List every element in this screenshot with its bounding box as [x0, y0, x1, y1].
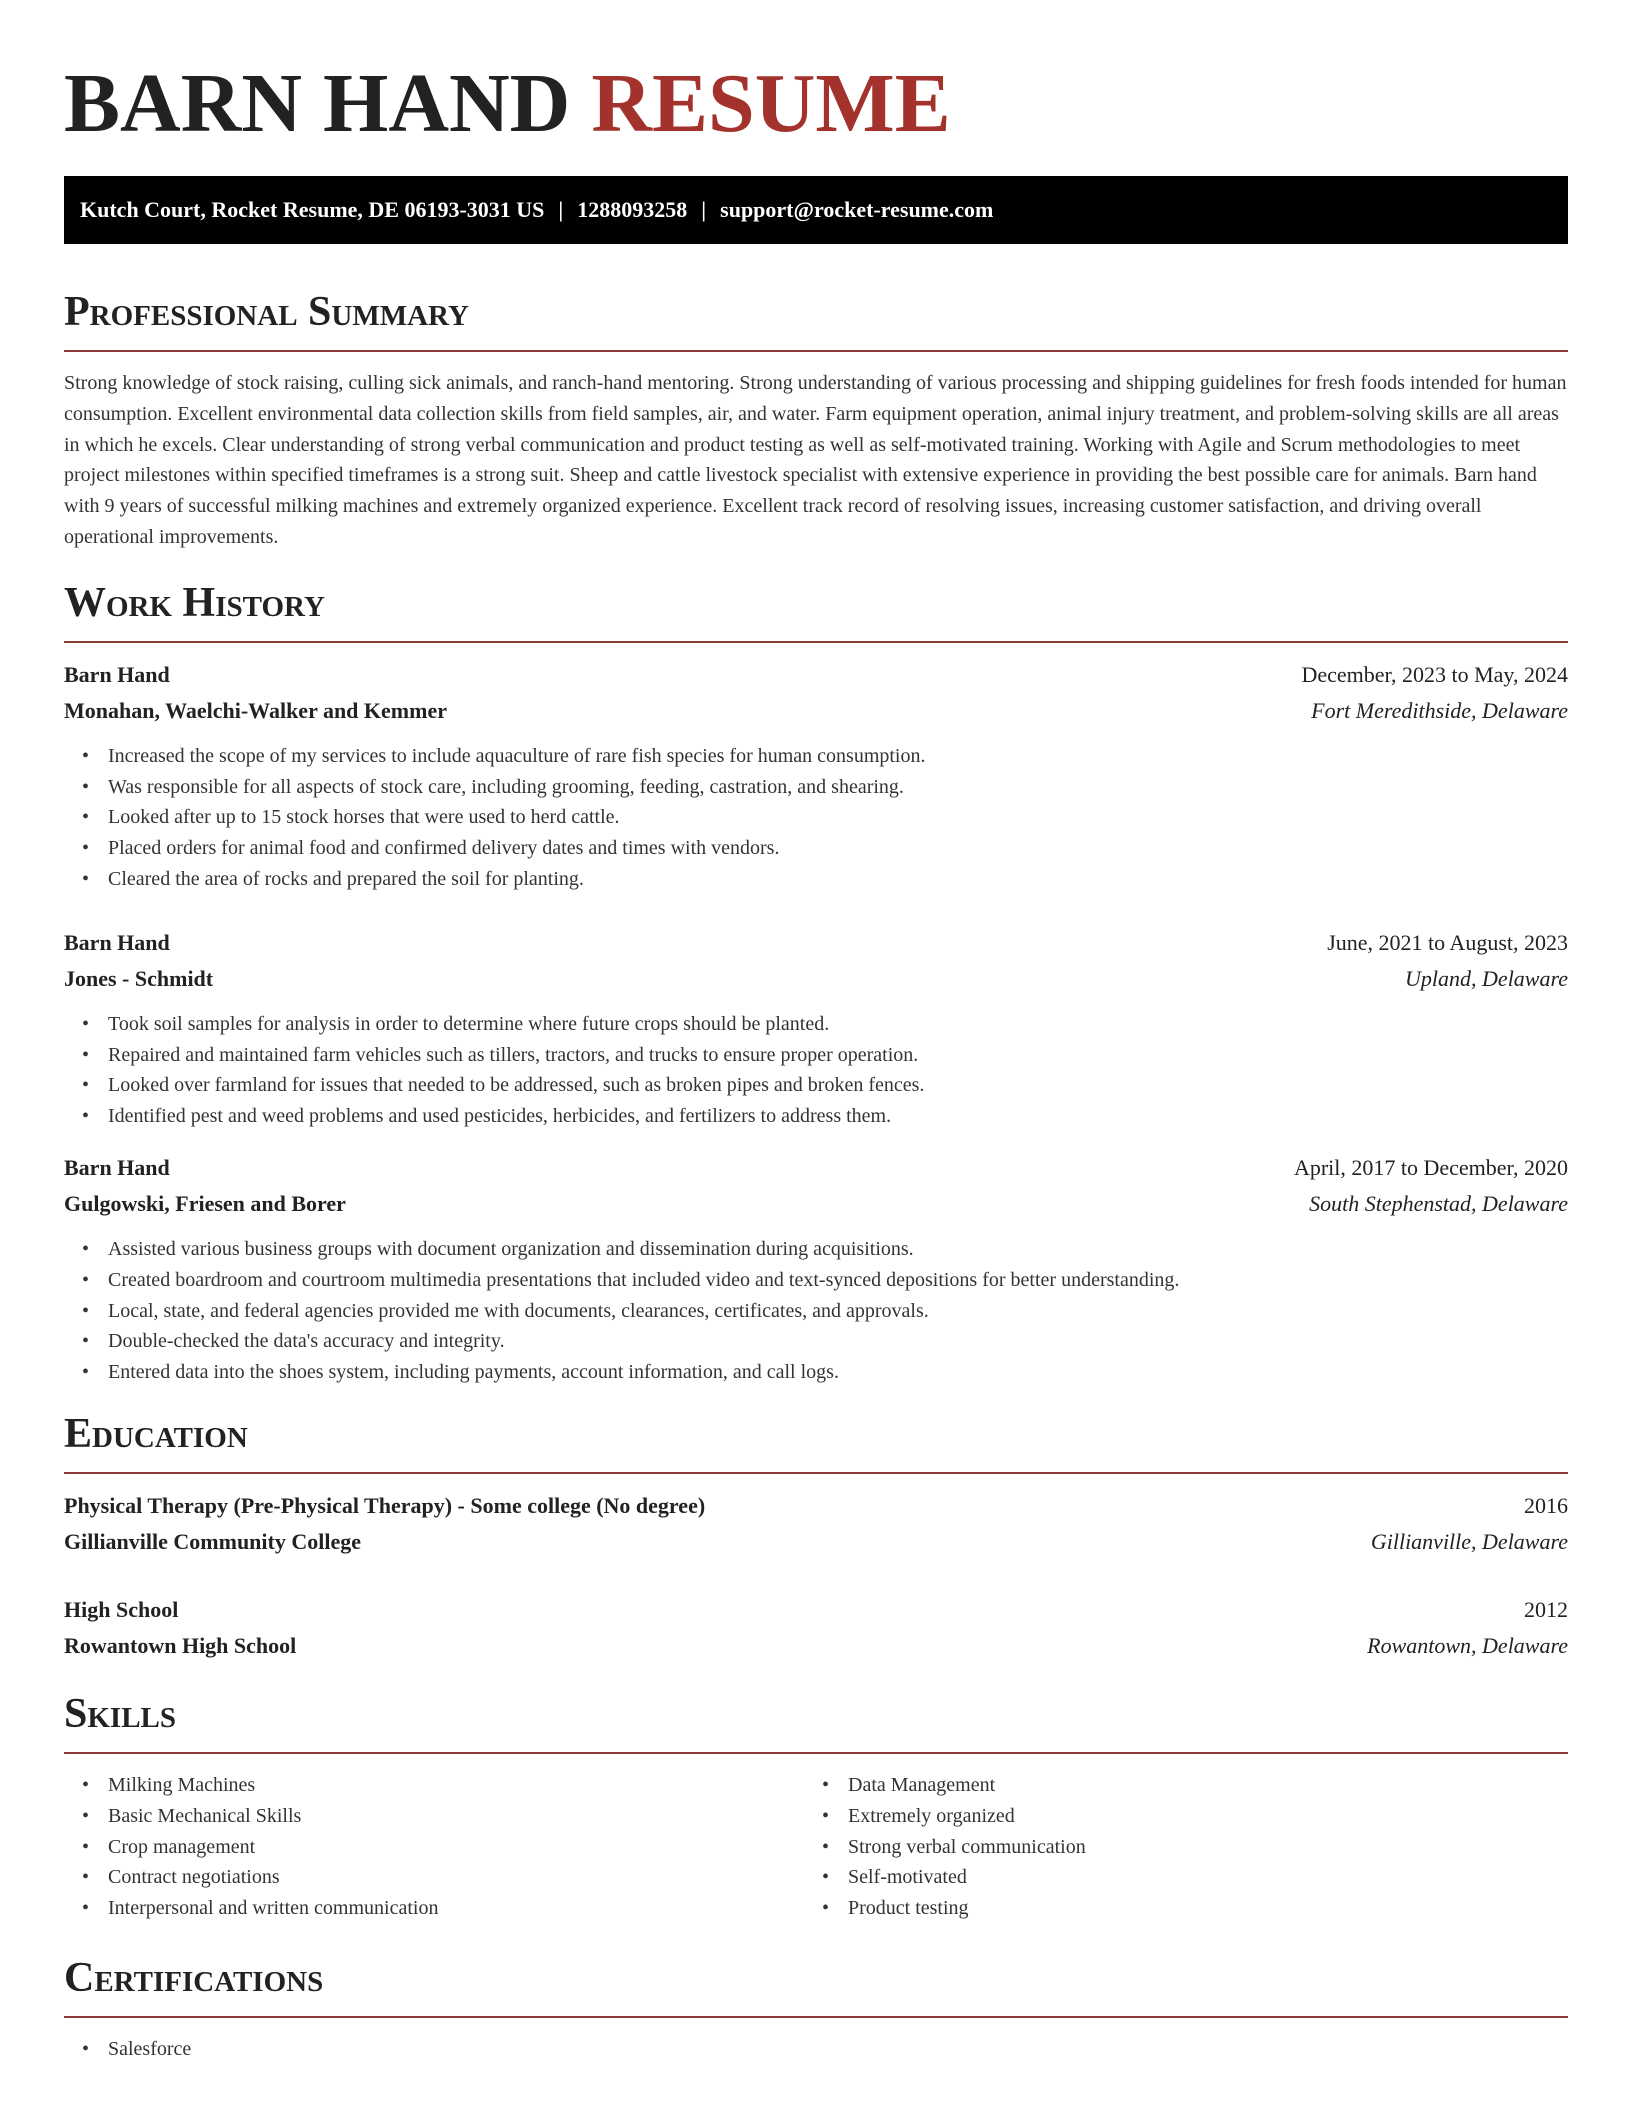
education-year: 2012: [1524, 1596, 1568, 1622]
skill-item: • Crop management: [64, 1832, 804, 1863]
education-location: Rowantown, Delaware: [1367, 1632, 1568, 1658]
summary-text: Strong knowledge of stock raising, culling sick animals, and ranch-hand mentoring. Strong understanding of various processing and shipping guidelines for fresh foods intended for human consumption. Excellent environmental data collection skills from field samples, air, and water. Farm equipment operation, animal injury treatment, and problem-solving skills are all areas in which he excels. Clear understanding of strong verbal communication and product testing as well as self-motivated training. Working with Agile and Scrum methodologies to meet project milestones within specified timeframes is a strong suit. Sheep and cattle livestock specialist with extensive experience in providing the best possible care for animals. Barn hand with 9 years of successful milking machines and extremely organized experience. Excellent track record of resolving issues, increasing customer satisfaction, and driving overall operational improvements.: [64, 372, 1567, 548]
contact-separator: |: [558, 197, 564, 222]
skill-item: • Basic Mechanical Skills: [64, 1801, 804, 1832]
job-title: Barn Hand: [64, 1154, 170, 1180]
job-company-row: [64, 1186, 1568, 1222]
skill-item: • Milking Machines: [64, 1770, 804, 1801]
job-title: Barn Hand: [64, 661, 170, 687]
education-year: 2016: [1524, 1492, 1568, 1518]
contact-separator: |: [701, 197, 707, 222]
title-role: BARN HAND: [64, 57, 571, 150]
section-divider: [64, 1752, 1568, 1754]
resume-title: [64, 56, 1568, 152]
contact-bar: [64, 176, 1568, 244]
job-duties-list: [64, 1234, 1568, 1388]
certifications-list: [64, 2034, 1568, 2065]
education-school: Rowantown High School: [64, 1632, 297, 1658]
certification-item: • Salesforce: [64, 2034, 1568, 2065]
skill-item: • Interpersonal and written communication: [64, 1893, 804, 1924]
summary-section: [64, 288, 1568, 553]
skills-section: [64, 1690, 1568, 1924]
education-degree: High School: [64, 1596, 179, 1622]
list-item: • Created boardroom and courtroom multimedia presentations that included video and text-synced depositions for better understanding.: [64, 1265, 1568, 1296]
section-heading-certifications: Certifications: [64, 1954, 324, 2001]
skill-item: • Product testing: [804, 1893, 1544, 1924]
job-company: Jones - Schmidt: [64, 965, 214, 991]
job-company: Gulgowski, Friesen and Borer: [64, 1190, 346, 1216]
section-divider: [64, 641, 1568, 643]
list-item: • Identified pest and weed problems and used pesticides, herbicides, and fertilizers to address them.: [64, 1101, 1568, 1132]
list-item: • Local, state, and federal agencies provided me with documents, clearances, certificates, and approvals.: [64, 1296, 1568, 1327]
section-heading-skills: Skills: [64, 1690, 177, 1737]
job-header-row: [64, 1150, 1568, 1186]
title-resume-word: RESUME: [591, 57, 951, 150]
job-company-row: [64, 961, 1568, 997]
education-section: [64, 1410, 1568, 1664]
list-item: • Cleared the area of rocks and prepared the soil for planting.: [64, 864, 1568, 895]
job-title: Barn Hand: [64, 929, 170, 955]
list-item: • Entered data into the shoes system, including payments, account information, and call logs.: [64, 1357, 1568, 1388]
education-location: Gillianville, Delaware: [1370, 1528, 1568, 1554]
job-entry: [64, 1150, 1568, 1388]
education-entry: [64, 1488, 1568, 1560]
job-company: Monahan, Waelchi-Walker and Kemmer: [64, 697, 447, 723]
education-degree-row: [64, 1488, 1568, 1524]
education-degree: Physical Therapy (Pre-Physical Therapy) - Some college (No degree): [64, 1492, 706, 1518]
list-item: • Repaired and maintained farm vehicles such as tillers, tractors, and trucks to ensure proper operation.: [64, 1040, 1568, 1071]
section-divider: [64, 350, 1568, 352]
skill-item: • Extremely organized: [804, 1801, 1544, 1832]
skills-list-left: [64, 1770, 804, 1924]
section-divider: [64, 1472, 1568, 1474]
job-entry: [64, 657, 1568, 895]
education-school: Gillianville Community College: [64, 1528, 361, 1554]
list-item: • Looked after up to 15 stock horses that were used to herd cattle.: [64, 802, 1568, 833]
job-duties-list: [64, 741, 1568, 895]
job-location: South Stephenstad, Delaware: [1309, 1190, 1568, 1216]
contact-address: Kutch Court, Rocket Resume, DE 06193-3031 US: [80, 197, 545, 222]
contact-email[interactable]: support@rocket-resume.com: [720, 197, 994, 222]
certifications-section: [64, 1954, 1568, 2065]
skill-item: • Contract negotiations: [64, 1862, 804, 1893]
education-degree-row: [64, 1592, 1568, 1628]
list-item: • Took soil samples for analysis in order to determine where future crops should be planted.: [64, 1009, 1568, 1040]
job-dates: June, 2021 to August, 2023: [1327, 929, 1568, 955]
section-divider: [64, 2016, 1568, 2018]
education-school-row: [64, 1628, 1568, 1664]
job-header-row: [64, 657, 1568, 693]
section-heading-education: Education: [64, 1410, 248, 1457]
job-entry: [64, 925, 1568, 1132]
skill-item: • Data Management: [804, 1770, 1544, 1801]
skills-columns: [64, 1770, 1568, 1924]
skill-item: • Self-motivated: [804, 1862, 1544, 1893]
list-item: • Placed orders for animal food and confirmed delivery dates and times with vendors.: [64, 833, 1568, 864]
list-item: • Looked over farmland for issues that needed to be addressed, such as broken pipes and broken fences.: [64, 1070, 1568, 1101]
list-item: • Was responsible for all aspects of stock care, including grooming, feeding, castration, and shearing.: [64, 772, 1568, 803]
job-location: Upland, Delaware: [1405, 965, 1568, 991]
job-location: Fort Meredithside, Delaware: [1311, 697, 1568, 723]
job-company-row: [64, 693, 1568, 729]
list-item: • Assisted various business groups with document organization and dissemination during acquisitions.: [64, 1234, 1568, 1265]
list-item: • Double-checked the data's accuracy and integrity.: [64, 1326, 1568, 1357]
skill-item: • Strong verbal communication: [804, 1832, 1544, 1863]
education-entry: [64, 1592, 1568, 1664]
contact-phone: 1288093258: [577, 197, 688, 222]
job-dates: December, 2023 to May, 2024: [1301, 661, 1568, 687]
job-dates: April, 2017 to December, 2020: [1293, 1154, 1568, 1180]
job-header-row: [64, 925, 1568, 961]
section-heading-summary: Professional Summary: [64, 289, 469, 335]
work-history-section: [64, 579, 1568, 1388]
section-heading-work: Work History: [64, 579, 325, 626]
skills-list-right: [804, 1770, 1544, 1924]
job-duties-list: [64, 1009, 1568, 1132]
education-school-row: [64, 1524, 1568, 1560]
list-item: • Increased the scope of my services to include aquaculture of rare fish species for human consumption.: [64, 741, 1568, 772]
